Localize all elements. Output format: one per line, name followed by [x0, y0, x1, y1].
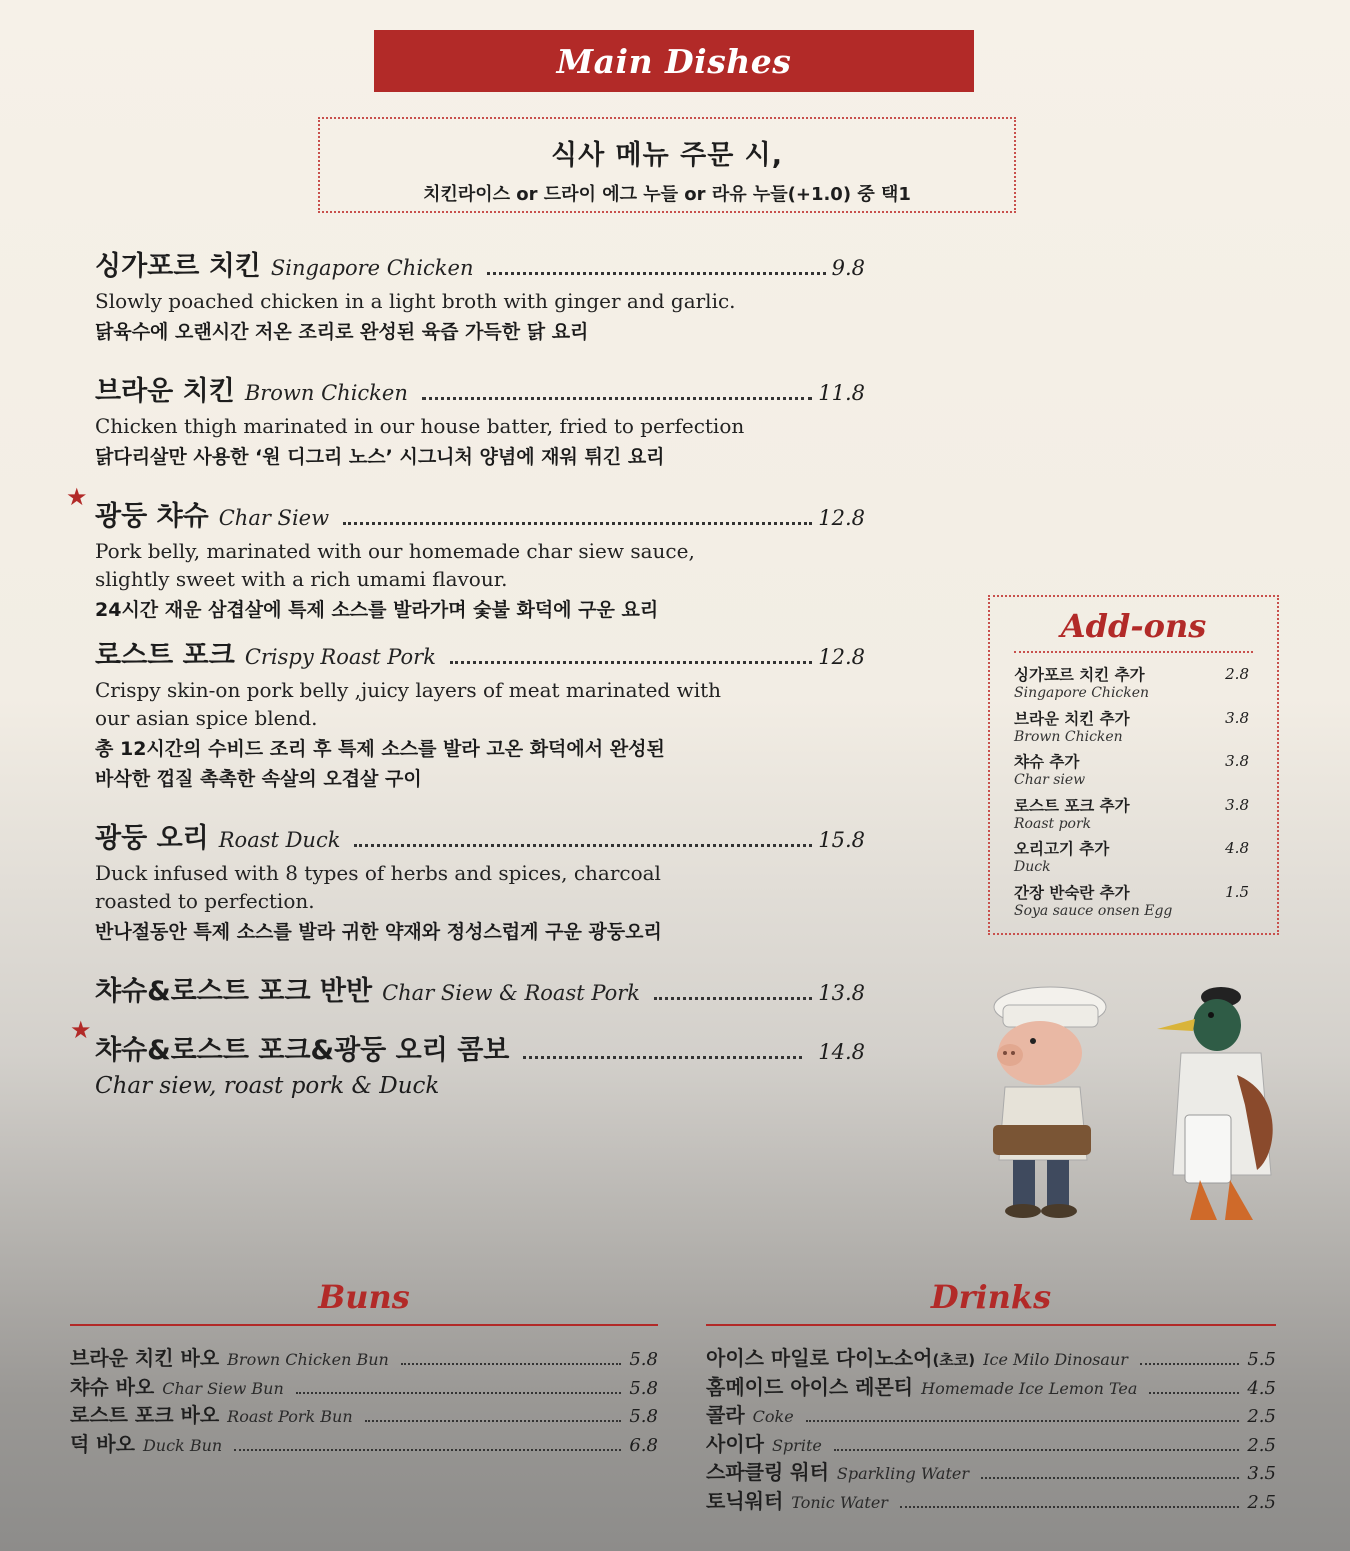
- item-name-en: Ice Milo Dinosaur: [983, 1350, 1128, 1369]
- leader-dots: [1149, 1392, 1239, 1394]
- leader-dots: [834, 1449, 1240, 1451]
- item-price: 5.8: [629, 1406, 658, 1428]
- dish-desc-ko: 총 12시간의 수비드 조리 후 특제 소스를 발라 고온 화덕에서 완성된: [95, 738, 665, 760]
- dish-price: 13.8: [818, 981, 865, 1005]
- item-name-ko: 토닉워터: [706, 1488, 784, 1513]
- addon-price: 2.8: [1225, 665, 1249, 683]
- buns-title: Buns: [318, 1278, 410, 1316]
- addon-item: [1014, 707, 1253, 751]
- drinks-divider: [706, 1324, 1276, 1326]
- leader-dots: [343, 522, 812, 525]
- main-dishes-banner: [374, 30, 974, 92]
- leader-dots: [365, 1420, 622, 1422]
- dish-item: [95, 816, 865, 947]
- addon-price: 4.8: [1225, 839, 1249, 857]
- item-price: 2.5: [1247, 1406, 1276, 1428]
- addon-name-en: Char siew: [1014, 772, 1086, 788]
- dish-item: [95, 369, 865, 472]
- item-price: 5.8: [629, 1377, 658, 1399]
- addon-name-ko: 간장 반숙란 추가: [1014, 883, 1130, 902]
- dish-desc-en: roasted to perfection.: [95, 889, 315, 913]
- leader-dots: [654, 997, 812, 1000]
- dish-name-ko: 싱가포르 치킨: [95, 251, 261, 282]
- leader-dots: [354, 844, 812, 847]
- dish-name-ko: 로스트 포크: [95, 640, 235, 671]
- order-notice-box: [318, 117, 1016, 213]
- addon-item: [1014, 881, 1253, 925]
- item-name-ko: 덕 바오: [70, 1431, 135, 1456]
- dish-item: [95, 494, 865, 625]
- buns-divider: [70, 1324, 658, 1326]
- dish-name-ko: 광둥 오리: [95, 823, 209, 854]
- item-name-en: Tonic Water: [791, 1492, 888, 1512]
- list-item: [706, 1371, 1276, 1400]
- list-item: [70, 1428, 658, 1457]
- item-name-ko-note: (초코): [932, 1351, 976, 1369]
- addons-box: [988, 595, 1279, 935]
- dish-price: 11.8: [818, 381, 865, 405]
- item-name-en: Char Siew Bun: [162, 1378, 284, 1398]
- dish-desc-en: Pork belly, marinated with our homemade char siew sauce,: [95, 539, 695, 563]
- dish-name-en: Char Siew: [218, 506, 330, 530]
- addon-name-ko: 브라운 치킨 추가: [1014, 709, 1130, 728]
- page-title: Main Dishes: [556, 41, 792, 81]
- dish-price: 14.8: [818, 1040, 865, 1064]
- leader-dots: [523, 1056, 802, 1059]
- star-icon: ★: [66, 483, 88, 511]
- addon-item: [1014, 750, 1253, 794]
- addon-name-ko: 챠슈 추가: [1014, 753, 1080, 771]
- chef-mascots-illustration: [985, 985, 1285, 1230]
- dish-desc-ko: 닭다리살만 사용한 ‘원 디그리 노스’ 시그니처 양념에 재워 튀긴 요리: [95, 446, 665, 468]
- dish-desc-en: Chicken thigh marinated in our house batter, fried to perfection: [95, 414, 745, 438]
- item-name-ko: 브라운 치킨 바오: [70, 1346, 220, 1370]
- dish-item: [95, 633, 865, 794]
- list-item: [706, 1456, 1276, 1485]
- leader-dots: [234, 1449, 621, 1451]
- list-item: [706, 1342, 1276, 1371]
- dish-price: 15.8: [818, 828, 865, 852]
- item-name-ko: 로스트 포크 바오: [70, 1403, 220, 1428]
- dish-desc-ko: 바삭한 껍질 촉촉한 속살의 오겹살 구이: [95, 768, 422, 790]
- dish-name-en: Crispy Roast Pork: [244, 645, 436, 669]
- dish-item: [95, 969, 865, 1008]
- dish-name-ko: 챠슈&로스트 포크&광둥 오리 콤보: [95, 1035, 510, 1066]
- item-name-ko: 사이다: [706, 1431, 764, 1456]
- dish-desc-en: Slowly poached chicken in a light broth with ginger and garlic.: [95, 289, 736, 313]
- list-item: [70, 1399, 658, 1428]
- buns-section: [70, 1278, 658, 1456]
- addon-price: 3.8: [1225, 752, 1249, 770]
- dish-desc-en: slightly sweet with a rich umami flavour.: [95, 567, 508, 591]
- dish-name-en: Roast Duck: [218, 828, 341, 852]
- item-price: 2.5: [1247, 1434, 1276, 1456]
- addon-name-ko: 오리고기 추가: [1014, 840, 1110, 858]
- dish-desc-ko: 닭육수에 오랜시간 저온 조리로 완성된 육즙 가득한 닭 요리: [95, 321, 589, 343]
- item-price: 6.8: [629, 1434, 658, 1456]
- leader-dots: [296, 1392, 622, 1394]
- addon-name-ko: 싱가포르 치킨 추가: [1014, 666, 1145, 684]
- star-icon: ★: [70, 1016, 92, 1044]
- addon-name-en: Brown Chicken: [1014, 728, 1123, 745]
- dish-item: [95, 244, 865, 347]
- leader-dots: [900, 1506, 1239, 1508]
- list-item: [706, 1399, 1276, 1428]
- item-name-ko: 홈메이드 아이스 레몬티: [706, 1374, 914, 1399]
- dish-name-ko: 광둥 챠슈: [95, 501, 209, 532]
- drinks-title: Drinks: [930, 1278, 1052, 1316]
- leader-dots: [806, 1420, 1240, 1422]
- item-name-ko: [706, 1342, 975, 1371]
- item-name-ko-text: 아이스 마일로 다이노소어: [706, 1346, 933, 1370]
- item-name-en: Coke: [752, 1407, 794, 1427]
- item-name-ko: 챠슈 바오: [70, 1374, 155, 1399]
- addon-name-en: Singapore Chicken: [1014, 685, 1150, 701]
- addon-name-en: Roast pork: [1014, 815, 1092, 832]
- dish-name-en: Brown Chicken: [244, 381, 408, 405]
- item-name-en: Sprite: [771, 1435, 822, 1455]
- dish-item: [95, 1028, 865, 1099]
- dish-price: 12.8: [818, 506, 865, 530]
- dish-desc-en: Duck infused with 8 types of herbs and spices, charcoal: [95, 861, 661, 885]
- item-price: 5.8: [629, 1349, 658, 1370]
- addons-title: Add-ons: [1060, 607, 1207, 645]
- item-name-ko: 콜라: [706, 1403, 745, 1428]
- item-name-en: Duck Bun: [142, 1435, 223, 1455]
- dish-price: 12.8: [818, 645, 865, 669]
- list-item: [70, 1371, 658, 1400]
- dish-desc-ko: 반나절동안 특제 소스를 발라 귀한 약재와 정성스럽게 구운 광둥오리: [95, 921, 662, 943]
- dish-name-en: Singapore Chicken: [270, 256, 474, 280]
- addon-price: 3.8: [1225, 795, 1249, 814]
- list-item: [706, 1428, 1276, 1457]
- notice-line-1: 식사 메뉴 주문 시,: [550, 140, 784, 171]
- item-price: 5.5: [1247, 1349, 1276, 1370]
- item-name-en: Brown Chicken Bun: [227, 1350, 389, 1369]
- item-name-en: Sparkling Water: [836, 1464, 969, 1484]
- addon-item: [1014, 837, 1253, 881]
- item-name-en: Homemade Ice Lemon Tea: [921, 1378, 1138, 1398]
- dish-name-en: Char Siew & Roast Pork: [382, 981, 641, 1005]
- dish-name-ko: 챠슈&로스트 포크 반반: [95, 976, 373, 1007]
- addon-price: 1.5: [1225, 882, 1249, 901]
- dish-desc-en: Crispy skin-on pork belly ,juicy layers of meat marinated with: [95, 678, 722, 702]
- list-item: [70, 1342, 658, 1371]
- addons-divider: [1014, 651, 1253, 653]
- item-price: 4.5: [1247, 1377, 1276, 1399]
- dish-desc-ko: 24시간 재운 삼겹살에 특제 소스를 발라가며 숯불 화덕에 구운 요리: [95, 599, 659, 621]
- leader-dots: [1140, 1363, 1239, 1365]
- dish-price: 9.8: [831, 256, 865, 280]
- pig-chef-icon: [993, 987, 1106, 1218]
- item-name-ko: 스파클링 워터: [706, 1460, 829, 1485]
- leader-dots: [981, 1477, 1239, 1479]
- dish-desc-en: our asian spice blend.: [95, 706, 318, 730]
- leader-dots: [487, 272, 825, 275]
- drinks-section: [706, 1278, 1276, 1514]
- dish-name-ko: 브라운 치킨: [95, 376, 235, 407]
- item-price: 3.5: [1247, 1463, 1276, 1485]
- list-item: [706, 1485, 1276, 1514]
- leader-dots: [401, 1363, 622, 1365]
- leader-dots: [422, 397, 812, 400]
- addon-item: [1014, 794, 1253, 838]
- addon-name-en: Duck: [1014, 859, 1051, 875]
- addon-price: 3.8: [1225, 708, 1249, 727]
- notice-line-2: 치킨라이스 or 드라이 에그 누들 or 라유 누들(+1.0) 중 택1: [423, 184, 911, 205]
- duck-chef-icon: [1157, 987, 1273, 1220]
- addon-name-ko: 로스트 포크 추가: [1014, 796, 1130, 815]
- item-price: 2.5: [1247, 1491, 1276, 1513]
- addon-name-en: Soya sauce onsen Egg: [1014, 902, 1173, 919]
- leader-dots: [450, 661, 812, 664]
- item-name-en: Roast Pork Bun: [227, 1407, 353, 1427]
- dish-name-en: Char siew, roast pork & Duck: [95, 1073, 440, 1099]
- addon-item: [1014, 663, 1253, 707]
